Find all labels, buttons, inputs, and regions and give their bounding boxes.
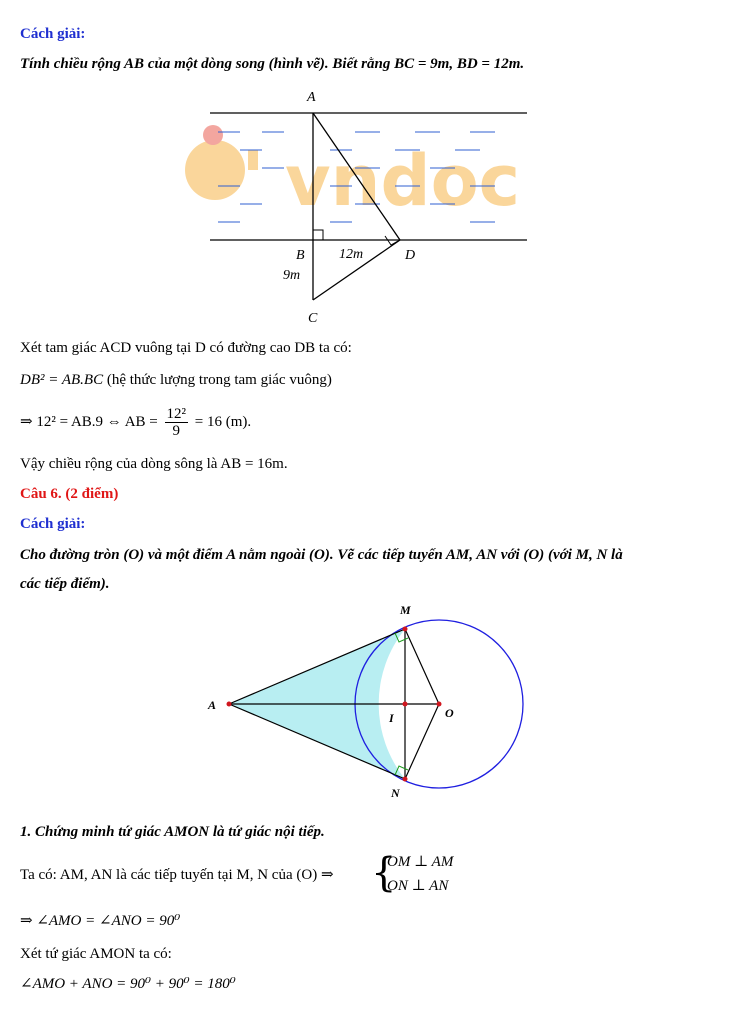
quad-line: Xét tứ giác AMON ta có: bbox=[20, 946, 172, 962]
tangent-line: Ta có: AM, AN là các tiếp tuyến tại M, N của (O) ⇒ bbox=[20, 867, 334, 883]
label-bd: 12m bbox=[339, 247, 364, 262]
problem-2-line-1: Cho đường tròn (O) và một điểm A nằm ngoài (O). Vẽ các tiếp tuyến AM, AN với (O) (với M, N là bbox=[20, 547, 623, 563]
calc-prefix: ⇒ 12² = AB.9 ⇔ AB = bbox=[20, 414, 158, 430]
label-a2: A bbox=[208, 698, 217, 712]
label-bc: 9m bbox=[283, 268, 301, 283]
solution-heading-2: Cách giải: bbox=[20, 516, 86, 532]
calc-suffix: = 16 (m). bbox=[194, 414, 252, 430]
point-m bbox=[403, 627, 408, 632]
angles-line: ⇒ ∠AMO = ∠ANO = 90⁰ bbox=[20, 913, 181, 929]
label-d: D bbox=[405, 248, 416, 263]
watermark-text: vndoc bbox=[285, 140, 521, 222]
system-line-1: OM ⊥ AM bbox=[387, 854, 454, 870]
label-m: M bbox=[400, 603, 411, 617]
triangle-statement: Xét tam giác ACD vuông tại D có đường cao DB ta có: bbox=[20, 340, 352, 356]
label-i: I bbox=[389, 711, 394, 725]
relation-formula: DB² = AB.BC bbox=[20, 372, 104, 388]
fraction-numerator: 12² bbox=[166, 406, 187, 423]
label-n: N bbox=[391, 786, 400, 800]
point-n bbox=[403, 777, 408, 782]
system-line-2: ON ⊥ AN bbox=[387, 878, 449, 894]
system-brace: { bbox=[371, 850, 397, 896]
point-o bbox=[437, 702, 442, 707]
problem-2-line-2: các tiếp điểm). bbox=[20, 576, 110, 592]
radius-om bbox=[405, 629, 439, 704]
relation-note: (hệ thức lượng trong tam giác vuông) bbox=[106, 372, 332, 388]
label-b: B bbox=[296, 248, 305, 263]
radius-on bbox=[405, 704, 439, 779]
solution-heading: Cách giải: bbox=[20, 26, 86, 42]
label-a: A bbox=[307, 90, 316, 105]
point-i bbox=[403, 702, 408, 707]
label-c: C bbox=[308, 311, 318, 326]
part-1-title: 1. Chứng minh tứ giác AMON là tứ giác nội tiếp. bbox=[20, 824, 325, 840]
point-a bbox=[227, 702, 232, 707]
label-o: O bbox=[445, 706, 454, 720]
conclusion-line: Vậy chiều rộng của dòng sông là AB = 16m. bbox=[20, 456, 288, 472]
sum-line: ∠AMO + ANO = 90⁰ + 90⁰ = 180⁰ bbox=[20, 976, 236, 992]
question-6-heading: Câu 6. (2 điểm) bbox=[20, 486, 119, 502]
problem-statement: Tính chiều rộng AB của một dòng song (hình vẽ). Biết rằng BC = 9m, BD = 12m. bbox=[20, 56, 525, 72]
fraction-denominator: 9 bbox=[172, 423, 181, 440]
